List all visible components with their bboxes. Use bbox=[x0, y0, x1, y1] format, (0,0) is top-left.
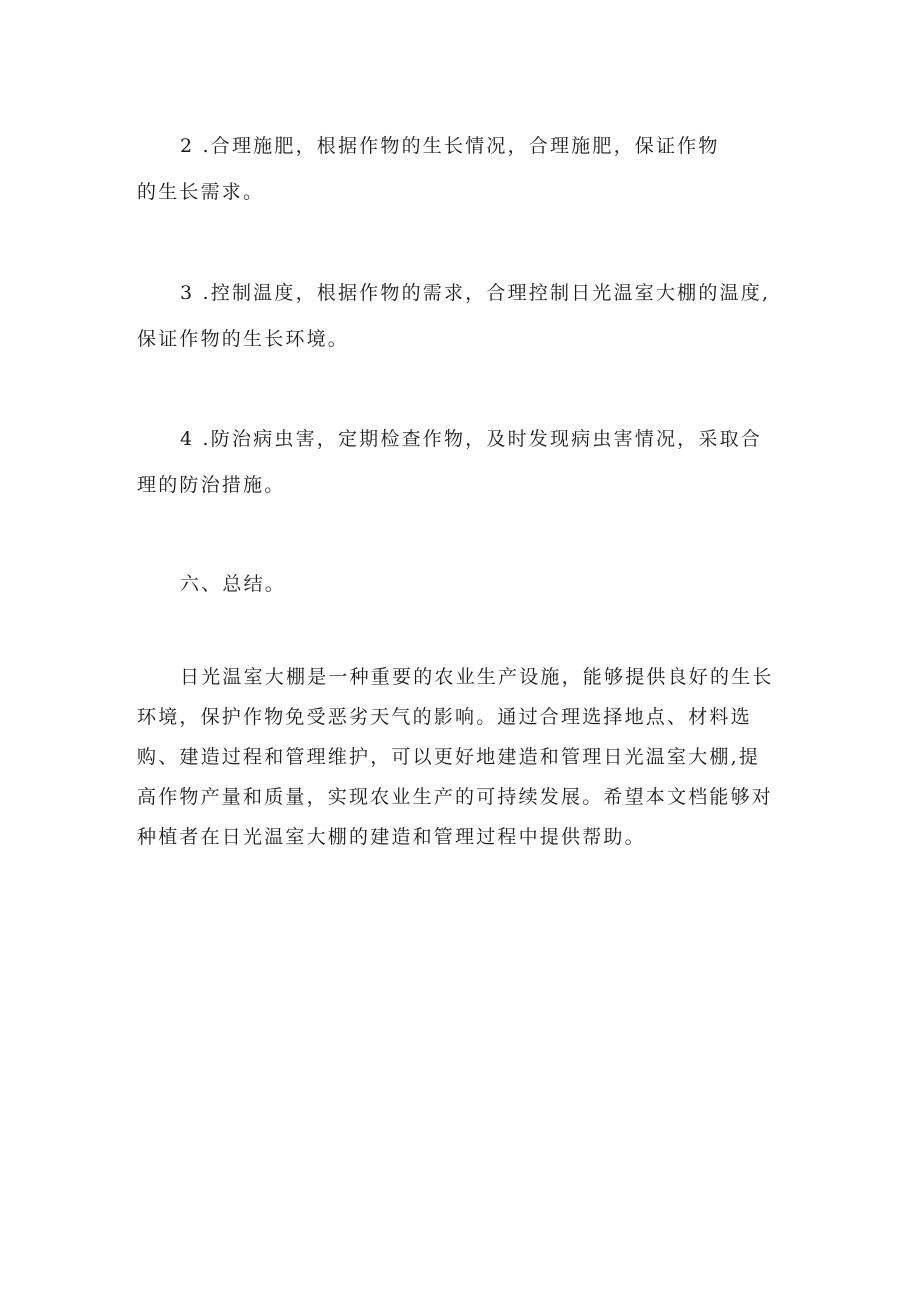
paragraph-summary: 日光温室大棚是一种重要的农业生产设施，能够提供良好的生长环境，保护作物免受恶劣天气的影响。通过合理选择地点、材料选购、建造过程和管理维护，可以更好地建造和管理日光温室大棚,提高作物产量和质量，实现农业生产的可持续发展。希望本文档能够对种植者在日光温室大棚的建造和管理过程中提供帮助。 bbox=[137, 666, 774, 848]
section-heading-summary: 六、总结。 bbox=[180, 573, 287, 595]
paragraph-temperature-control: 3 .控制温度，根据作物的需求，合理控制日光温室大棚的温度,保证作物的生长环境。 bbox=[137, 282, 771, 350]
paragraph-pest-control: 4 .防治病虫害，定期检查作物，及时发现病虫害情况，采取合理的防治措施。 bbox=[137, 428, 762, 496]
paragraph-fertilization: 2 .合理施肥，根据作物的生长情况，合理施肥，保证作物的生长需求。 bbox=[137, 135, 720, 203]
